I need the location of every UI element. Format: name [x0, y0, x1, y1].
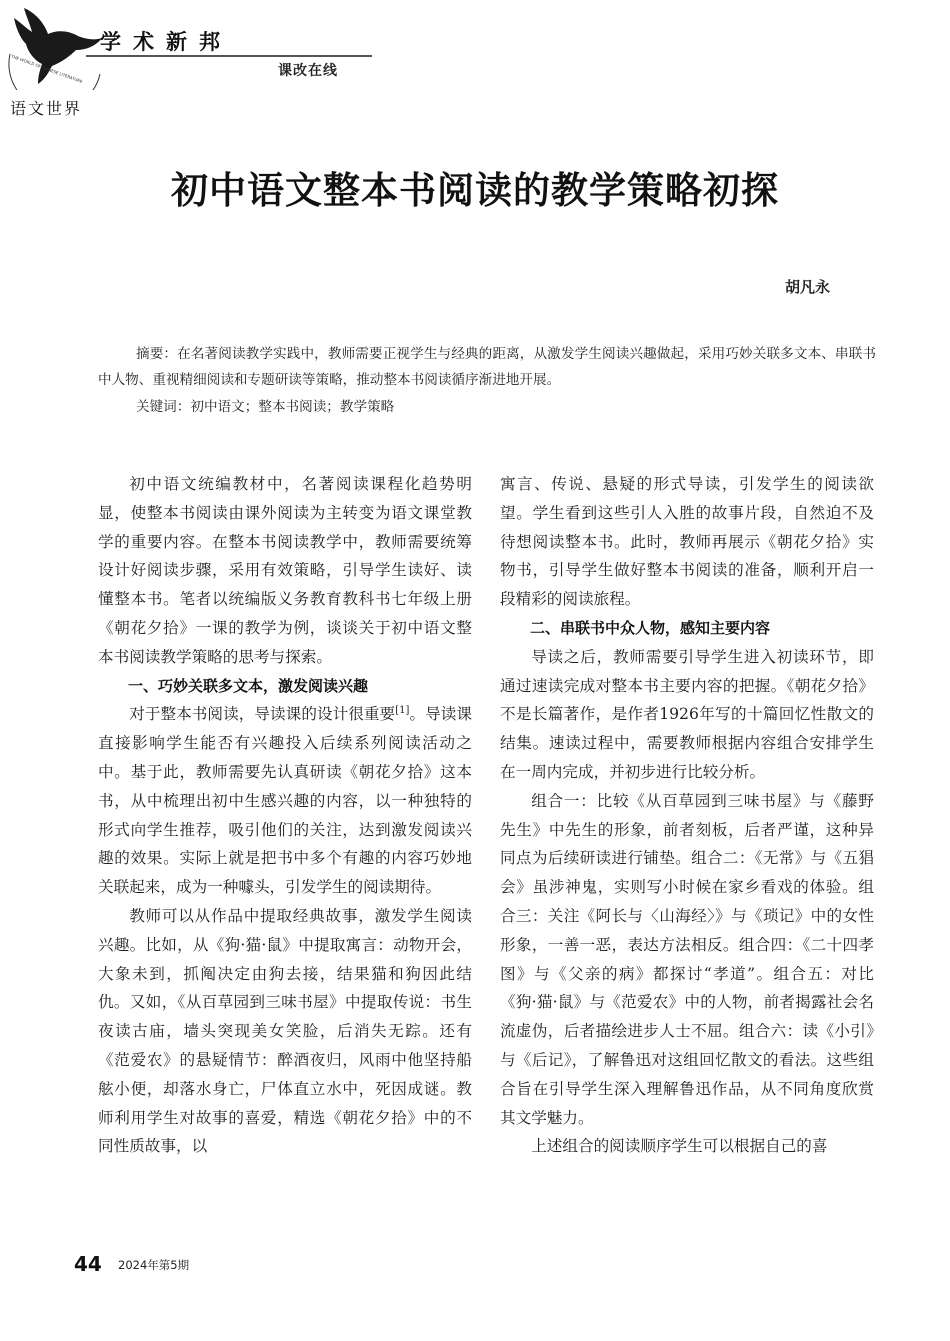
- paragraph-text: 对于整本书阅读，导读课的设计很重要: [129, 705, 396, 724]
- column-subtitle: 课改在线: [278, 63, 338, 79]
- keywords: 关键词：初中语文；整本书阅读；教学策略: [136, 399, 395, 415]
- citation-mark: [1]: [395, 705, 410, 717]
- page-number: 44: [74, 1252, 102, 1276]
- body-column-right: [500, 470, 874, 1161]
- header-rule: [86, 55, 372, 57]
- paragraph: 教师可以从作品中提取经典故事，激发学生阅读兴趣。比如，从《狗·猫·鼠》中提取寓言：动物开会，大象未到，抓阄决定由狗去接，结果猫和狗因此结仇。又如，《从百草园到三味书屋》中提取传说：书生夜读古庙，墙头突现美女笑脸，后消失无踪。还有《范爱农》的悬疑情节：醉酒夜归，风雨中他坚持船舷小便，却落水身亡，尸体直立水中，死因成谜。教师利用学生对故事的喜爱，精选《朝花夕拾》中的不同性质故事，以: [98, 906, 472, 1156]
- abstract: 摘要：在名著阅读教学实践中，教师需要正视学生与经典的距离，从激发学生阅读兴趣做起，采用巧妙关联多文本、串联书中人物、重视精细阅读和专题研读等策略，推动整本书阅读循序渐进地开展。: [98, 346, 876, 388]
- paragraph: 初中语文统编教材中，名著阅读课程化趋势明显，使整本书阅读由课外阅读为主转变为语文课堂教学的重要内容。在整本书阅读教学中，教师需要统筹设计好阅读步骤，采用有效策略，引导学生读好、读懂整本书。笔者以统编版义务教育教科书七年级上册《朝花夕拾》一课的教学为例，谈谈关于初中语文整本书阅读教学策略的思考与探索。: [98, 475, 472, 666]
- issue-label: 2024年第5期: [118, 1258, 190, 1272]
- body-column-left: [98, 470, 472, 1161]
- paragraph: 导读之后，教师需要引导学生进入初读环节，即通过速读完成对整本书主要内容的把握。《朝花夕拾》不是长篇著作，是作者1926年写的十篇回忆性散文的结集。速读过程中，需要教师根据内容组合安排学生在一周内完成，并初步进行比较分析。: [500, 647, 874, 781]
- column-title: 学术新邦: [100, 30, 232, 54]
- paragraph: 寓言、传说、悬疑的形式导读，引发学生的阅读欲望。学生看到这些引人入胜的故事片段，自然迫不及待想阅读整本书。此时，教师再展示《朝花夕拾》实物书，引导学生做好整本书阅读的准备，顺利开启一段精彩的阅读旅程。: [500, 475, 874, 609]
- section-heading-2: 二、串联书中众人物，感知主要内容: [530, 618, 771, 637]
- paragraph-text: 。导读课直接影响学生能否有兴趣投入后续系列阅读活动之中。基于此，教师需要先认真研读《朝花夕拾》这本书，从中梳理出初中生感兴趣的内容，以一种独特的形式向学生推荐，吸引他们的关注，达到激发阅读兴趣的效果。实际上就是把书中多个有趣的内容巧妙地关联起来，成为一种噱头，引发学生的阅读期待。: [98, 705, 472, 897]
- article-title: 初中语文整本书阅读的教学策略初探: [171, 169, 779, 212]
- section-heading-1: 一、巧妙关联多文本，激发阅读兴趣: [128, 676, 369, 695]
- magazine-name: 语文世界: [10, 99, 83, 118]
- dove-logo: [4, 0, 104, 90]
- author-name: 胡凡永: [784, 278, 830, 296]
- paragraph: 上述组合的阅读顺序学生可以根据自己的喜: [531, 1137, 828, 1156]
- paragraph: [98, 700, 472, 902]
- logo-ring-text: THE WORLD OF CHINESE LITERATURE: [10, 53, 84, 85]
- paragraph: 组合一：比较《从百草园到三味书屋》与《藤野先生》中先生的形象，前者刻板，后者严谨，这种异同点为后续研读进行铺垫。组合二：《无常》与《五猖会》虽涉神鬼，实则写小时候在家乡看戏的体验。组合三：关注《阿长与〈山海经〉》与《琐记》中的女性形象，一善一恶，表达方法相反。组合四：《二十四孝图》与《父亲的病》都探讨“孝道”。组合五：对比《狗·猫·鼠》与《范爱农》中的人物，前者揭露社会名流虚伪，后者描绘进步人士不屈。组合六：读《小引》与《后记》，了解鲁迅对这组回忆散文的看法。这些组合旨在引导学生深入理解鲁迅作品，从不同角度欣赏其文学魅力。: [500, 791, 874, 1127]
